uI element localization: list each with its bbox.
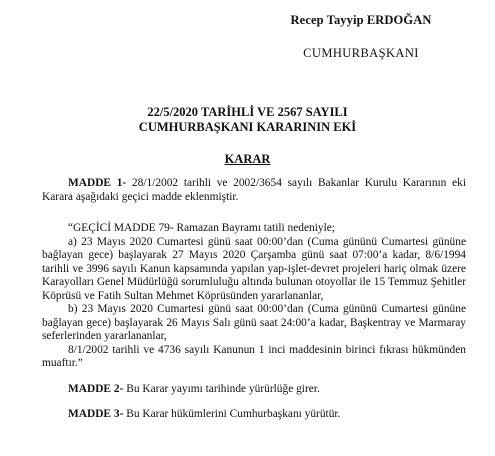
document-heading: KARAR <box>224 152 271 166</box>
signature-block <box>261 14 461 59</box>
article-1-text: 28/1/2002 tarihli ve 2002/3654 sayılı Bakanlar Kurulu Kararının eki Karara aşağıdaki geçici madde eklenmiştir. <box>42 177 466 203</box>
temporary-article-clause-a: a) 23 Mayıs 2020 Cumartesi günü saat 00:00’dan (Cuma gününü Cumartesi gününe bağlayan gece) başlayarak 27 Mayıs 2020 Çarşamba günü saat 07:00’a kadar, 8/6/1994 tarihli ve 3996 sayılı Kanun kapsamında yapılan yap-işlet-devret projeleri hariç olmak üzere Karayolları Genel Müdürlüğü sorumluluğu altında bulunan otoyollar ile 15 Temmuz Şehitler Köprüsü ve Fatih Sultan Mehmet Köprüsünden yararlananlar, <box>42 235 466 302</box>
article-1-label: MADDE 1- <box>68 177 127 189</box>
article-3-text: Bu Karar hükümlerini Cumhurbaşkanı yürütür. <box>126 408 341 420</box>
document-title <box>0 105 495 135</box>
temporary-article-clause-b: b) 23 Mayıs 2020 Cumartesi günü saat 00:00’dan (Cuma gününü Cumartesi gününe bağlayan gece) başlayarak 26 Mayıs Salı günü saat 24:00’a kadar, Başkentray ve Marmaray seferlerinden yararlananlar, <box>42 303 466 342</box>
document-title-line-1: 22/5/2020 TARİHLİ VE 2567 SAYILI <box>147 105 348 119</box>
article-2-text: Bu Karar yayımı tarihinde yürürlüğe girer. <box>126 382 320 395</box>
temporary-article-closing: 8/1/2002 tarihli ve 4736 sayılı Kanunun 1 inci maddesinin birinci fıkrası hükmünden muaftır.” <box>42 343 466 369</box>
signer-title: CUMHURBAŞKANI <box>303 45 419 60</box>
article-3 <box>42 408 466 422</box>
article-1 <box>42 177 466 204</box>
document-title-line-2: CUMHURBAŞKANI KARARININ EKİ <box>138 120 357 134</box>
article-3-label: MADDE 3- <box>68 408 124 420</box>
article-2-label: MADDE 2- <box>68 382 124 395</box>
article-2 <box>42 383 466 397</box>
signer-name: Recep Tayyip ERDOĞAN <box>290 13 432 27</box>
temporary-article-intro: “GEÇİCİ MADDE 79- Ramazan Bayramı tatili nedeniyle; <box>68 222 335 234</box>
document-body <box>42 177 466 422</box>
